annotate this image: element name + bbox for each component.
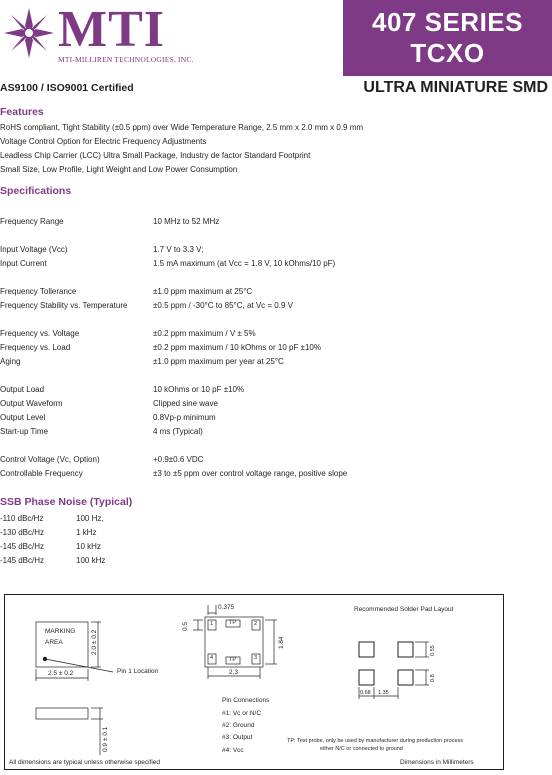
spec-value: ±1.0 ppm maximum at 25°C bbox=[153, 287, 253, 296]
ssb-frequency: 100 kHz bbox=[76, 556, 106, 565]
ssb-heading: SSB Phase Noise (Typical) bbox=[0, 496, 133, 508]
pin1-location-label: Pin 1 Location bbox=[117, 668, 159, 675]
pin-connection-item: #2: Ground bbox=[222, 722, 255, 729]
solder-pad-title: Recommended Solder Pad Layout bbox=[354, 606, 454, 613]
pin-connection-item: #1: Vc or N/C bbox=[222, 710, 262, 717]
ssb-level: -145 dBc/Hz bbox=[0, 556, 45, 565]
feature-item: Small Size, Low Profile, Light Weight and Low Power Consumption bbox=[0, 165, 238, 174]
pin-connection-item: #3: Output bbox=[222, 734, 253, 741]
spec-label: Frequency Stability vs. Temperature bbox=[0, 301, 128, 310]
spec-label: Aging bbox=[0, 357, 21, 366]
series-banner bbox=[343, 0, 552, 76]
pin-number: 3 bbox=[254, 655, 258, 661]
spec-value: 1.5 mA maximum (at Vcc = 1.8 V, 10 kOhms/10 pF) bbox=[153, 259, 336, 268]
dim-184-label: 1.84 bbox=[278, 636, 285, 649]
features-heading: Features bbox=[0, 106, 44, 118]
spec-value: ±0.2 ppm maximum / V ± 5% bbox=[153, 329, 256, 338]
dim-height-label: 2.0 ± 0.2 bbox=[91, 629, 98, 655]
product-subtitle: ULTRA MINIATURE SMD bbox=[363, 79, 548, 96]
units-note: Dimensions in Millimeters bbox=[400, 759, 474, 766]
spec-value: 0.8Vp-p minimum bbox=[153, 413, 216, 422]
mechanical-drawing bbox=[4, 594, 504, 770]
spec-value: ±0.2 ppm maximum / 10 kOhms or 10 pF ±10% bbox=[153, 343, 321, 352]
spec-value: ±1.0 ppm maximum per year at 25°C bbox=[153, 357, 284, 366]
ssb-level: -130 dBc/Hz bbox=[0, 528, 45, 537]
ssb-frequency: 100 Hz, bbox=[76, 514, 104, 523]
feature-item: Leadless Chip Carrier (LCC) Ultra Small Package, Industry de factor Standard Footprint bbox=[0, 151, 311, 160]
marking-label: AREA bbox=[45, 639, 63, 646]
spec-label: Output Waveform bbox=[0, 399, 63, 408]
tp-pad-label: TP bbox=[229, 620, 237, 626]
tp-note: either N/C or connected to ground bbox=[320, 746, 403, 752]
ssb-frequency: 10 kHz bbox=[76, 542, 101, 551]
ssb-frequency: 1 kHz bbox=[76, 528, 97, 537]
logo-star-icon bbox=[2, 6, 56, 65]
dim-135-label: 1.35 bbox=[378, 690, 389, 696]
logo-subtitle: MTI-MILLIREN TECHNOLOGIES, INC. bbox=[58, 55, 194, 64]
series-type: TCXO bbox=[410, 38, 485, 68]
spec-label: Frequency vs. Load bbox=[0, 343, 71, 352]
dim-0375-label: 0.375 bbox=[218, 604, 235, 611]
spec-label: Output Load bbox=[0, 385, 45, 394]
spec-value: ±3 to ±5 ppm over control voltage range, positive slope bbox=[153, 469, 348, 478]
dim-055-label: 0.55 bbox=[430, 645, 436, 656]
ssb-level: -145 dBc/Hz bbox=[0, 542, 45, 551]
ssb-level: -110 dBc/Hz bbox=[0, 514, 44, 523]
spec-label: Frequency vs. Voltage bbox=[0, 329, 80, 338]
spec-value: ±0.5 ppm / -30°C to 85°C, at Vc = 0.9 V bbox=[153, 301, 293, 310]
spec-value: 1.7 V to 3.3 V; bbox=[153, 245, 204, 254]
tp-pad-label: TP bbox=[229, 657, 237, 663]
pin-number: 1 bbox=[210, 621, 214, 627]
dim-068-label: 0.68 bbox=[360, 690, 371, 696]
spec-label: Frequency Range bbox=[0, 217, 64, 226]
series-title: 407 SERIES bbox=[372, 7, 523, 37]
spec-value: 10 kOhms or 10 pF ±10% bbox=[153, 385, 245, 394]
spec-label: Frequency Tollerance bbox=[0, 287, 77, 296]
certification-text: AS9100 / ISO9001 Certified bbox=[0, 82, 134, 94]
tp-note: TP: Test probe, only be used by manufacturer during production process bbox=[287, 738, 463, 744]
spec-value: 4 ms (Typical) bbox=[153, 427, 203, 436]
spec-label: Controllable Frequency bbox=[0, 469, 83, 478]
pin-connections-title: Pin Connections bbox=[222, 697, 270, 704]
spec-value: 10 MHz to 52 MHz bbox=[153, 217, 220, 226]
feature-item: RoHS compliant, Tight Stability (±0.5 ppm) over Wide Temperature Range, 2.5 mm x 2.0 mm x 0.9 mm bbox=[0, 123, 364, 132]
dim-23-label: 2.3 bbox=[229, 669, 239, 676]
spec-label: Input Current bbox=[0, 259, 47, 268]
pin-connection-item: #4: Vcc bbox=[222, 747, 244, 754]
spec-label: Control Voltage (Vc, Option) bbox=[0, 455, 100, 464]
features-list bbox=[0, 121, 363, 177]
spec-label: Input Voltage (Vcc) bbox=[0, 245, 68, 254]
pin-number: 2 bbox=[254, 621, 258, 627]
spec-label: Start-up Time bbox=[0, 427, 49, 436]
marking-label: MARKING bbox=[45, 628, 76, 635]
dim-05-label: 0.5 bbox=[182, 621, 189, 631]
spec-value: Clipped sine wave bbox=[153, 399, 218, 408]
spec-value: +0.9±0.6 VDC bbox=[153, 455, 204, 464]
pin-number: 4 bbox=[210, 655, 214, 661]
dim-thickness-label: 0.9 ± 0.1 bbox=[102, 726, 109, 752]
dim-08-label: 0.8 bbox=[430, 674, 436, 682]
specifications-heading: Specifications bbox=[0, 185, 72, 197]
spec-label: Output Level bbox=[0, 413, 46, 422]
feature-item: Voltage Control Option for Electric Frequency Adjustments bbox=[0, 137, 207, 146]
dim-width-label: 2.5 ± 0.2 bbox=[48, 670, 74, 677]
logo-text: MTI bbox=[58, 1, 165, 58]
typical-dimensions-note: All dimensions are typical unless otherwise specified bbox=[9, 759, 161, 766]
